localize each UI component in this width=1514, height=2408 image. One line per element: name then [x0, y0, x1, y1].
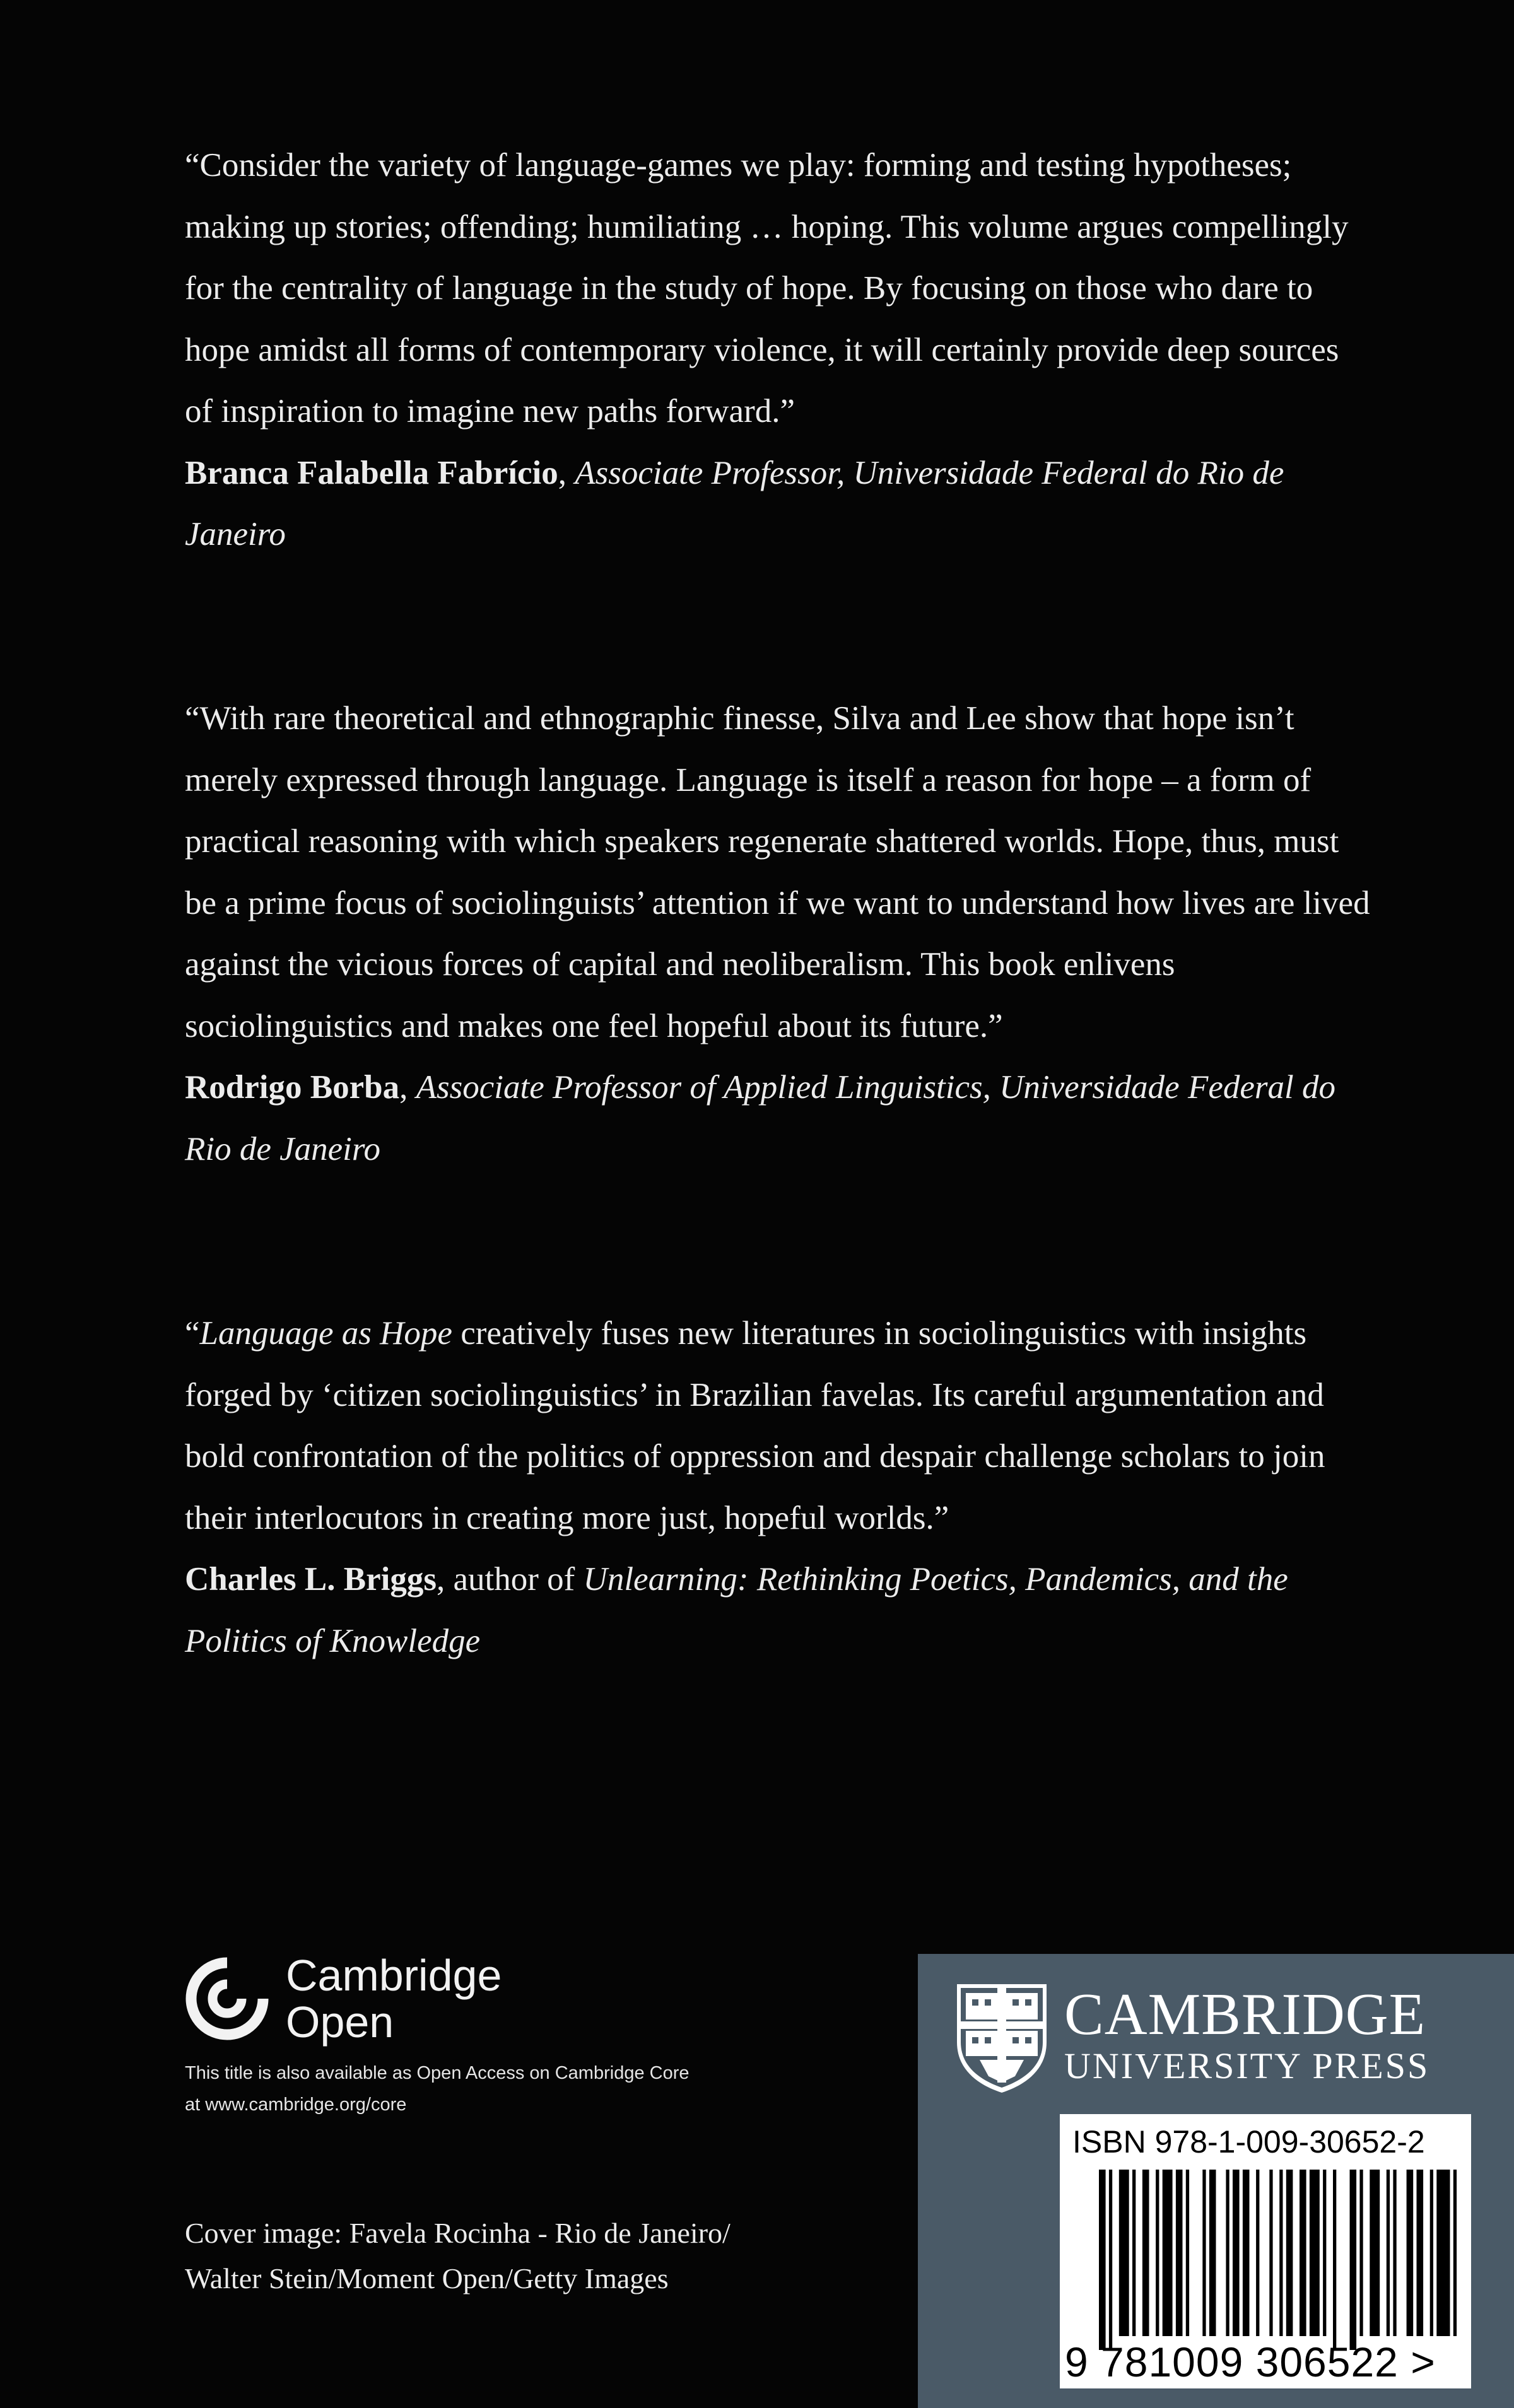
barcode-bar [1142, 2170, 1149, 2336]
university-shield-icon [954, 1982, 1049, 2094]
barcode-bar [1407, 2170, 1414, 2336]
cover-credit-line2: Walter Stein/Moment Open/Getty Images [185, 2262, 669, 2294]
barcode-bar [1350, 2170, 1357, 2350]
barcode-bar [1156, 2170, 1159, 2336]
cambridge-open-line2: Open [286, 1997, 394, 2047]
barcode-bar [1099, 2170, 1106, 2350]
barcode-bar [1286, 2170, 1293, 2336]
barcode-bar [1359, 2170, 1363, 2336]
barcode-bar [1393, 2170, 1396, 2336]
barcode-bar [1300, 2170, 1306, 2336]
endorsement-2 [185, 688, 1371, 1180]
barcode-bar [1109, 2170, 1112, 2350]
endorsement-attribution: Rodrigo Borba, Associate Professor of Applied Linguistics, Universidade Federal do Rio de Janeiro [185, 1069, 1335, 1167]
barcode-bar [1186, 2170, 1189, 2336]
barcode-bar [1163, 2170, 1173, 2336]
barcode-bar [1279, 2170, 1282, 2336]
barcode-bar [1233, 2170, 1240, 2336]
endorsement-3 [185, 1303, 1371, 1672]
endorsement-attribution: Branca Falabella Fabrício, Associate Professor, Universidade Federal do Rio de Janeiro [185, 454, 1284, 552]
barcode-bar [1226, 2170, 1229, 2336]
barcode-bar [1132, 2170, 1136, 2336]
open-access-note: This title is also available as Open Access on Cambridge Core at www.cambridge.org/core [185, 2063, 690, 2115]
publisher-name-line1: CAMBRIDGE [1064, 1982, 1426, 2047]
author-book: Unlearning: Rethinking Poetics, Pandemics, and the Politics of Knowledge [185, 1561, 1288, 1659]
quote-open-mark: “ [185, 1315, 200, 1352]
barcode-bar [1202, 2170, 1206, 2336]
barcode-bar [1256, 2170, 1259, 2336]
barcode-bar [1387, 2170, 1390, 2336]
cover-credit-line1: Cover image: Favela Rocinha - Rio de Janeiro/ [185, 2217, 731, 2249]
endorsement-affiliation: Associate Professor of Applied Linguistics, Universidade Federal do Rio de Janeiro [185, 1069, 1335, 1167]
barcode-bar [1323, 2170, 1326, 2336]
author-note: , author of [436, 1561, 584, 1598]
endorsement-author: Rodrigo Borba [185, 1069, 400, 1106]
barcode-bar [1176, 2170, 1183, 2336]
barcode-bar [1417, 2170, 1424, 2336]
publisher-panel [918, 1954, 1514, 2408]
quote-text: creatively fuses new literatures in sociolinguistics with insights forged by ‘citizen sociolinguistics’ in Brazilian favelas. Its careful argumentation and bold confrontation of the politics of oppression and despair challenge scholars to join their interlocutors in creating more just, hopeful worlds.” [185, 1315, 1325, 1536]
cover-image-credit [185, 2211, 816, 2301]
barcode-bar [1310, 2170, 1320, 2336]
endorsement-1 [185, 135, 1371, 566]
book-title: Language as Hope [199, 1315, 452, 1352]
barcode-bar [1333, 2170, 1336, 2350]
endorsement-attribution [185, 1549, 1371, 1672]
endorsement-quote: “Consider the variety of language-games we play: forming and testing hypotheses; making up stories; offending; humiliating … hoping. This volume argues compellingly for the centrality of language in the study of hope. By focusing on those who dare to hope amidst all forms of contemporary violence, it will certainly provide deep sources of inspiration to imagine new paths forward.” [185, 147, 1349, 430]
barcode-bar [1269, 2170, 1272, 2336]
endorsement-author: Branca Falabella Fabrício [185, 454, 558, 491]
barcode-digits: 9 781009 306522 > [1065, 2339, 1436, 2385]
endorsement-quote: “With rare theoretical and ethnographic finesse, Silva and Lee show that hope isn’t merely expressed through language. Language is itself a reason for hope – a form of practical reasoning with which speakers regenerate shattered worlds. Hope, thus, must be a prime focus of sociolinguists’ attention if we want to understand how lives are lived against the vicious forces of capital and neoliberalism. This book enlivens sociolinguistics and makes one feel hopeful about its future.” [185, 700, 1370, 1044]
publisher-name [1064, 1984, 1506, 2086]
isbn-label: ISBN 978-1-009-30652-2 [1072, 2124, 1425, 2160]
barcode-bar [1370, 2170, 1380, 2336]
endorsement-quote [185, 1303, 1371, 1549]
barcode-bar [1119, 2170, 1129, 2336]
barcode-bar [1209, 2170, 1216, 2336]
cambridge-open-wordmark [286, 1952, 502, 2045]
endorsement-affiliation: Associate Professor, Universidade Federal do Rio de Janeiro [185, 454, 1284, 552]
barcode-bar [1436, 2170, 1450, 2336]
barcode-bar [1243, 2170, 1250, 2336]
cambridge-open-line1: Cambridge [286, 1951, 502, 2000]
cambridge-open-logo [185, 1952, 502, 2045]
isbn-barcode [1060, 2114, 1471, 2388]
open-access-icon [185, 1956, 269, 2041]
barcode-bar [1430, 2170, 1433, 2336]
publisher-name-line2: UNIVERSITY PRESS [1064, 2045, 1430, 2086]
barcode-bar [1453, 2170, 1457, 2336]
endorsement-author: Charles L. Briggs [185, 1561, 437, 1598]
